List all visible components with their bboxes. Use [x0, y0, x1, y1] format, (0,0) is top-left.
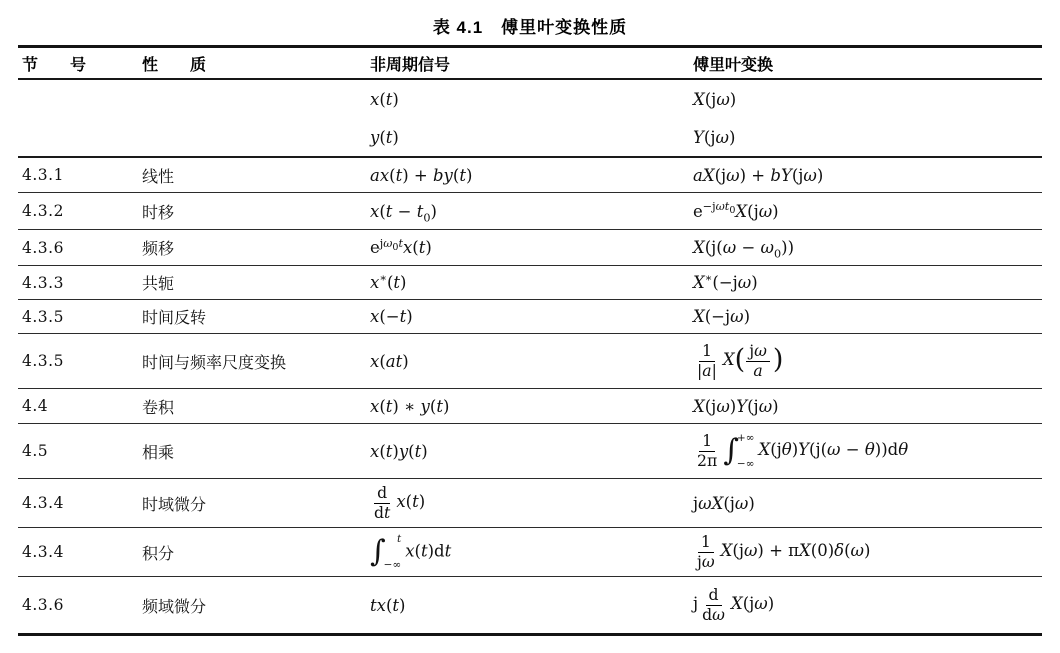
cell-signal: y(t)	[370, 128, 399, 147]
table-row	[18, 577, 1042, 633]
table-row	[18, 528, 1042, 577]
table-row	[18, 300, 1042, 334]
table-row	[18, 119, 1042, 158]
cell-signal: $x(t - t_0)$	[370, 201, 437, 224]
cell-signal: x(at)	[370, 351, 409, 371]
cell-signal: $e^{j\omega_0t}x(t)$	[370, 236, 432, 257]
cell-section: 4.3.6	[22, 238, 64, 257]
cell-signal: ax(t) + by(t)	[370, 165, 473, 185]
table-row	[18, 230, 1042, 266]
cell-signal: $\frac{d}{dt}$ x(t)	[374, 483, 426, 522]
cell-section: 4.3.4	[22, 494, 64, 512]
cell-section: 4.3.6	[22, 596, 64, 614]
cell-transform: $X(j(\omega - \omega_0))$	[693, 238, 795, 261]
cell-property: 卷积	[142, 399, 175, 417]
cell-section: 4.3.1	[22, 166, 64, 184]
cell-transform: X(jω)	[693, 90, 737, 109]
cell-section: 4.3.4	[22, 543, 64, 561]
cell-transform: X(jω)Y(jω)	[693, 396, 779, 416]
column-header-section: 节 号	[22, 56, 87, 74]
cell-section: 4.3.5	[22, 307, 64, 326]
cell-property: 频域微分	[142, 598, 207, 616]
cell-transform: j $\frac{d}{d\omega}$ X(jω)	[693, 585, 775, 624]
cell-property: 时间与频率尺度变换	[142, 354, 287, 372]
table-header-row	[18, 48, 1042, 80]
cell-section: 4.3.3	[22, 273, 64, 292]
cell-section: 4.4	[22, 397, 49, 415]
cell-property: 时域微分	[142, 496, 207, 514]
table-row	[18, 479, 1042, 528]
table-row	[18, 334, 1042, 389]
cell-transform: $\frac{1}{2\pi}$ ∫ +∞ −∞ X(jθ)Y(j(ω − θ))dθ	[697, 431, 909, 470]
table-row	[18, 158, 1042, 193]
cell-signal: tx(t)	[370, 595, 406, 615]
table-row	[18, 389, 1042, 424]
cell-section: 4.3.2	[22, 202, 64, 220]
cell-signal: x(−t)	[370, 307, 413, 326]
cell-property: 时移	[142, 204, 175, 222]
cell-transform: aX(jω) + bY(jω)	[693, 165, 824, 185]
cell-transform: X(−jω)	[693, 307, 751, 326]
table-row	[18, 424, 1042, 479]
cell-property: 时间反转	[142, 310, 207, 327]
table-row	[18, 266, 1042, 300]
cell-section: 4.5	[22, 442, 49, 460]
cell-signal: x∗(t)	[370, 271, 407, 292]
cell-property: 频移	[142, 241, 175, 258]
column-header-signal: 非周期信号	[370, 56, 451, 74]
fourier-properties-table	[18, 45, 1042, 636]
cell-signal: ∫ t −∞ x(t)dt	[370, 533, 452, 571]
cell-transform: $e^{-j\omega t_0}X(j\omega)$	[693, 200, 779, 221]
cell-signal: x(t)y(t)	[370, 441, 428, 461]
cell-signal: x(t) ∗ y(t)	[370, 396, 450, 416]
cell-transform: Y(jω)	[693, 128, 736, 147]
table-row	[18, 80, 1042, 119]
table-title: 表 4.1 傅里叶变换性质	[432, 18, 628, 37]
cell-property: 线性	[142, 168, 175, 186]
cell-section: 4.3.5	[22, 352, 64, 370]
cell-transform: $\frac{1}{j\omega}$ X(jω) + πX(0)δ(ω)	[697, 532, 871, 571]
cell-transform: jωX(jω)	[693, 493, 755, 513]
table-row	[18, 193, 1042, 230]
cell-transform: $\frac{1}{|a|}$ X( $\frac{j\omega}{a}$ )	[697, 341, 784, 380]
cell-property: 相乘	[142, 444, 175, 462]
column-header-property: 性 质	[142, 56, 207, 74]
column-header-transform: 傅里叶变换	[693, 56, 774, 74]
cell-property: 积分	[142, 545, 175, 563]
cell-transform: X∗(−jω)	[693, 271, 758, 292]
cell-signal: x(t)	[370, 90, 399, 109]
cell-property: 共轭	[142, 276, 175, 293]
